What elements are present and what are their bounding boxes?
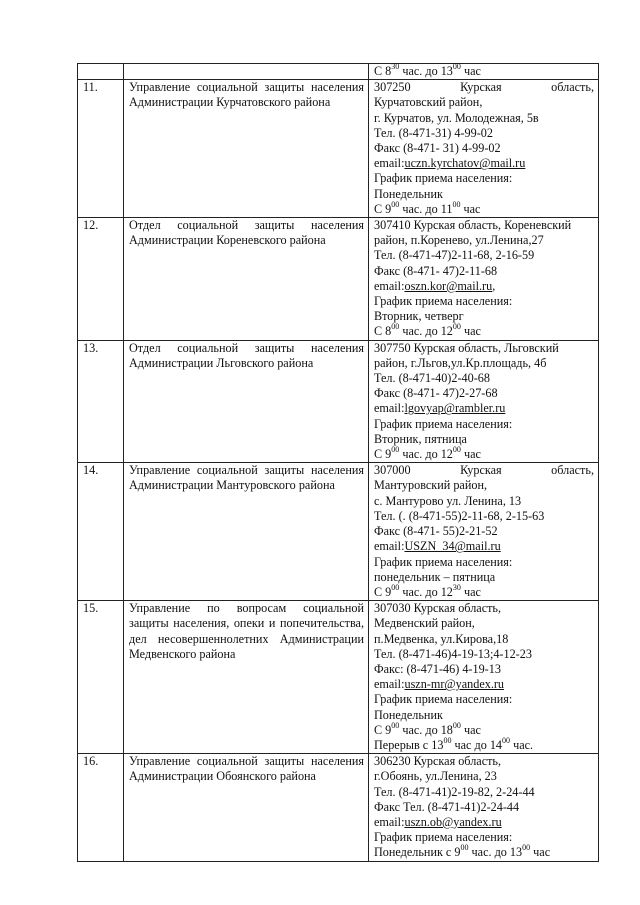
address-line: Факс: (8-471-46) 4-19-13 bbox=[374, 661, 501, 676]
schedule-days: Понедельник bbox=[374, 186, 443, 201]
address-cell bbox=[369, 754, 599, 861]
name-cell bbox=[124, 754, 369, 861]
email-link[interactable]: uszn.ob@yandex.ru bbox=[404, 814, 502, 829]
address-line: 307750 Курская область, Льговский bbox=[374, 340, 559, 355]
address-line: с. Мантурово ул. Ленина, 13 bbox=[374, 493, 522, 508]
address-cell bbox=[369, 218, 599, 341]
time-sup-start: 00 bbox=[391, 445, 400, 455]
address-line: Медвенский район, bbox=[374, 616, 475, 631]
address-line: 307000 Курская область, bbox=[374, 463, 594, 478]
time-sup-start: 00 bbox=[391, 720, 400, 730]
time-prefix: С 8 bbox=[374, 64, 392, 78]
schedule-time bbox=[374, 447, 594, 462]
email-label: email: bbox=[374, 539, 405, 554]
address-line: 306230 Курская область, bbox=[374, 754, 502, 769]
number-cell bbox=[78, 64, 124, 80]
address-line: Факс (8-471- 47)2-11-68 bbox=[374, 263, 498, 278]
name-cell bbox=[124, 80, 369, 218]
email-link[interactable]: lgovyap@rambler.ru bbox=[404, 401, 506, 416]
time-middle: час. до 12 bbox=[402, 584, 453, 599]
row-number: 13. bbox=[83, 340, 99, 355]
time-middle: час. до 13 bbox=[402, 64, 453, 78]
department-name: Управление социальной защиты населения Администрации Мантуровского района bbox=[129, 463, 364, 493]
address-line: г.Обоянь, ул.Ленина, 23 bbox=[374, 769, 497, 784]
time-prefix: С 8 bbox=[374, 324, 392, 339]
time-middle: час. до 12 bbox=[402, 447, 453, 462]
schedule-time bbox=[374, 582, 594, 600]
address-line: п.Медвенка, ул.Кирова,18 bbox=[374, 631, 509, 646]
time-sup-end: 00 bbox=[452, 322, 461, 332]
schedule-break bbox=[374, 735, 594, 753]
time-suffix: час bbox=[463, 584, 481, 599]
time-prefix: Перерыв с 13 bbox=[374, 737, 444, 752]
address-line: Факс (8-471- 55)2-21-52 bbox=[374, 524, 498, 539]
number-cell bbox=[78, 601, 124, 754]
address-line: 307250 Курская область, bbox=[374, 80, 594, 95]
email-label: email: bbox=[374, 677, 405, 692]
email-link[interactable]: uczn.kyrchatov@mail.ru bbox=[404, 156, 526, 171]
time-suffix: час bbox=[463, 201, 481, 216]
address-line: Тел. (8-471-40)2-40-68 bbox=[374, 371, 490, 386]
schedule-label: График приема населения: bbox=[374, 830, 513, 845]
time-prefix: Понедельник с 9 bbox=[374, 845, 461, 860]
address-cell bbox=[369, 340, 599, 463]
email-label: email: bbox=[374, 401, 405, 416]
time-sup-end: 00 bbox=[452, 445, 461, 455]
time-suffix: час bbox=[533, 845, 551, 860]
address-line: Тел. (8-471-41)2-19-82, 2-24-44 bbox=[374, 784, 535, 799]
schedule-days: Понедельник bbox=[374, 707, 443, 722]
address-line: 307410 Курская область, Кореневский bbox=[374, 218, 572, 233]
schedule-days: Вторник, четверг bbox=[374, 309, 464, 324]
table-row bbox=[78, 754, 599, 861]
schedule-time bbox=[374, 845, 594, 860]
schedule-label: График приема населения: bbox=[374, 171, 513, 186]
row-number: 14. bbox=[83, 463, 99, 478]
time-suffix: час bbox=[463, 64, 481, 78]
address-line: г. Курчатов, ул. Молодежная, 5в bbox=[374, 110, 539, 125]
department-name: Отдел социальной защиты населения Администрации Льговского района bbox=[129, 340, 364, 370]
address-line: Тел. (8-471-31) 4-99-02 bbox=[374, 125, 493, 140]
number-cell bbox=[78, 340, 124, 463]
row-number: 16. bbox=[83, 754, 99, 769]
time-sup-end: 00 bbox=[452, 61, 461, 71]
number-cell bbox=[78, 218, 124, 341]
address-line: район, п.Коренево, ул.Ленина,27 bbox=[374, 233, 544, 248]
email-label: email: bbox=[374, 814, 405, 829]
number-cell bbox=[78, 754, 124, 861]
schedule-time bbox=[374, 324, 594, 339]
table-row bbox=[78, 218, 599, 341]
address-cell bbox=[369, 601, 599, 754]
schedule-label: График приема населения: bbox=[374, 692, 513, 707]
time-sup-start: 00 bbox=[391, 199, 400, 209]
time-sup-start: 00 bbox=[391, 582, 400, 592]
time-suffix: час bbox=[463, 447, 481, 462]
name-cell bbox=[124, 218, 369, 341]
table-row bbox=[78, 80, 599, 218]
schedule-label: График приема населения: bbox=[374, 416, 513, 431]
time-middle: час. до 12 bbox=[402, 324, 453, 339]
address-cell bbox=[369, 80, 599, 218]
name-cell bbox=[124, 64, 369, 80]
row-number: 15. bbox=[83, 601, 99, 616]
email-label: email: bbox=[374, 156, 405, 171]
time-sup-end: 00 bbox=[522, 843, 531, 853]
email-link[interactable]: uszn-mr@yandex.ru bbox=[404, 677, 505, 692]
email-line bbox=[374, 279, 594, 294]
schedule-time bbox=[374, 720, 594, 738]
schedule-label: График приема населения: bbox=[374, 294, 513, 309]
name-cell bbox=[124, 601, 369, 754]
time-prefix: С 9 bbox=[374, 584, 392, 599]
time-suffix: час bbox=[463, 324, 481, 339]
address-line: Факс (8-471- 31) 4-99-02 bbox=[374, 141, 501, 156]
time-sup-start: 00 bbox=[443, 735, 452, 745]
email-label: email: bbox=[374, 278, 405, 293]
department-name: Управление социальной защиты населения Администрации Обоянского района bbox=[129, 754, 364, 784]
address-line: Факс Тел. (8-471-41)2-24-44 bbox=[374, 799, 520, 814]
department-name: Управление социальной защиты населения Администрации Курчатовского района bbox=[129, 80, 364, 110]
name-cell bbox=[124, 340, 369, 463]
table-row bbox=[78, 601, 599, 754]
schedule-time bbox=[374, 61, 594, 79]
email-line bbox=[374, 815, 594, 830]
email-line bbox=[374, 401, 594, 416]
schedule-time bbox=[374, 199, 594, 217]
time-prefix: С 9 bbox=[374, 447, 392, 462]
time-sup-end: 00 bbox=[502, 735, 511, 745]
email-tail: , bbox=[492, 278, 496, 293]
schedule-days: понедельник – пятница bbox=[374, 569, 496, 584]
time-sup-start: 00 bbox=[391, 322, 400, 332]
contacts-table-body bbox=[78, 61, 599, 862]
schedule-days: Вторник, пятница bbox=[374, 431, 467, 446]
table-row-continuation bbox=[78, 64, 599, 80]
time-sup-end: 00 bbox=[452, 720, 461, 730]
number-cell bbox=[78, 463, 124, 601]
number-cell bbox=[78, 80, 124, 218]
address-line: Мантуровский район, bbox=[374, 478, 488, 493]
time-suffix: час. bbox=[513, 737, 534, 752]
row-number: 11. bbox=[83, 80, 98, 95]
department-name: Отдел социальной защиты населения Администрации Кореневского района bbox=[129, 218, 364, 248]
email-line bbox=[374, 156, 594, 171]
table-row bbox=[78, 340, 599, 463]
email-line bbox=[374, 677, 594, 692]
time-sup-end: 00 bbox=[452, 199, 461, 209]
address-line: 307030 Курская область, bbox=[374, 601, 502, 616]
time-middle: час. до 13 bbox=[471, 845, 523, 860]
address-line: Тел. (8-471-46)4-19-13;4-12-23 bbox=[374, 646, 532, 661]
address-line: Факс (8-471- 47)2-27-68 bbox=[374, 386, 498, 401]
schedule-label: График приема населения: bbox=[374, 554, 513, 569]
time-middle: час. до 18 bbox=[402, 722, 453, 737]
address-line: Тел. (8-471-47)2-11-68, 2-16-59 bbox=[374, 248, 535, 263]
time-sup-end: 30 bbox=[452, 582, 461, 592]
time-sup-start: 30 bbox=[391, 61, 400, 71]
time-suffix: час bbox=[463, 722, 481, 737]
row-number: 12. bbox=[83, 218, 99, 233]
time-middle: час до 14 bbox=[454, 737, 503, 752]
time-prefix: С 9 bbox=[374, 722, 392, 737]
time-prefix: С 9 bbox=[374, 201, 392, 216]
table-row bbox=[78, 463, 599, 601]
address-line: район, г.Льгов,ул.Кр.площадь, 4б bbox=[374, 355, 547, 370]
department-name: Управление по вопросам социальной защиты населения, опеки и попечительства, дел несовершеннолетних Администрации Медвенского района bbox=[129, 601, 364, 661]
address-line: Тел. (. (8-471-55)2-11-68, 2-15-63 bbox=[374, 508, 545, 523]
email-line bbox=[374, 539, 594, 554]
time-middle: час. до 11 bbox=[402, 201, 453, 216]
email-link[interactable]: USZN_34@mail.ru bbox=[404, 539, 501, 554]
address-cell bbox=[369, 463, 599, 601]
name-cell bbox=[124, 463, 369, 601]
contacts-table bbox=[77, 63, 599, 862]
address-line: Курчатовский район, bbox=[374, 95, 483, 110]
email-link[interactable]: oszn.kor@mail.ru bbox=[404, 278, 493, 293]
address-cell bbox=[369, 61, 599, 80]
time-sup-start: 00 bbox=[460, 843, 469, 853]
